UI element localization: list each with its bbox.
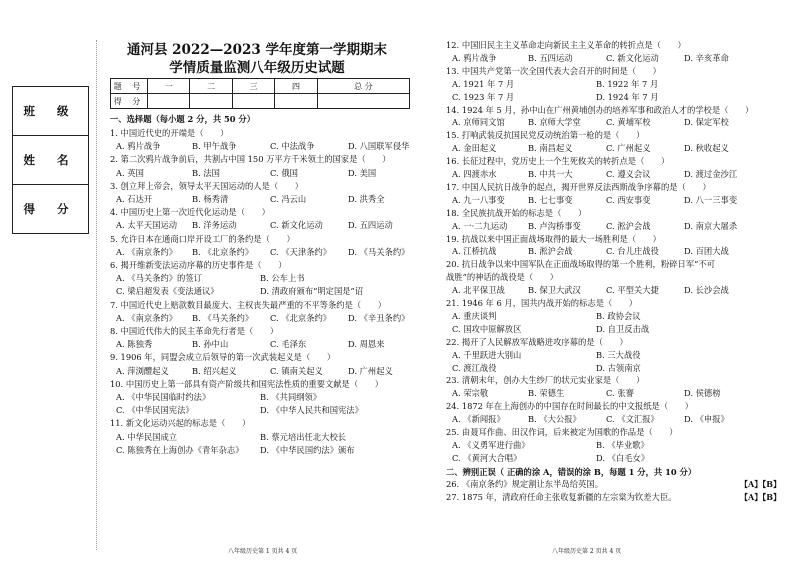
right-option-1-2[interactable]: C. 1923 年 7 月 (452, 91, 515, 102)
right-option-8-2[interactable]: C. 平型关大捷 (606, 285, 659, 296)
right-option-12-2[interactable]: C. 《文汇报》 (606, 414, 659, 425)
right-option-7-3[interactable]: D. 百团大战 (684, 246, 729, 257)
right-option-3-1[interactable]: B. 南昌起义 (528, 143, 573, 154)
footer-page-2: 八年级历史第 2 页共 4 页 (552, 548, 622, 555)
right-option-5-3[interactable]: D. 八一三事变 (684, 194, 738, 205)
left-question-0: 1. 中国近代史的开端是（ ） (110, 128, 229, 138)
left-option-7-1[interactable]: B. 孙中山 (192, 339, 229, 350)
left-option-9-1[interactable]: B. 《共同纲领》 (260, 392, 322, 402)
left-option-8-1[interactable]: B. 绍兴起义 (192, 365, 237, 376)
left-option-8-0[interactable]: A. 萍浏醴起义 (116, 365, 169, 376)
left-option-5-0[interactable]: A. 《马关条约》的签订 (116, 273, 202, 284)
right-question-4: 16. 长征过程中，党历史上一个生死攸关的转折点是（ ） (446, 156, 670, 167)
left-option-4-1[interactable]: B. 《北京条约》 (192, 246, 254, 257)
left-question-7: 8. 中国近代伟大的民主革命先行者是（ ） (110, 326, 279, 336)
right-option-0-0[interactable]: A. 鸦片战争 (452, 52, 497, 63)
score-table (110, 78, 410, 109)
left-option-5-2[interactable]: C. 梁启超发表《变法通议》 (116, 286, 219, 297)
right-option-10-3[interactable]: D. 古领南京 (596, 362, 641, 373)
right-option-10-2[interactable]: C. 渡江战役 (452, 362, 497, 373)
left-option-7-2[interactable]: C. 毛泽东 (270, 339, 307, 350)
left-option-6-2[interactable]: C. 《北京条约》 (270, 312, 332, 323)
right-option-13-0[interactable]: A. 《义勇军进行曲》 (452, 439, 530, 450)
right-option-13-1[interactable]: B. 《毕业歌》 (596, 439, 649, 450)
right-option-6-2[interactable]: C. 淞沪会战 (606, 220, 651, 231)
left-option-8-3[interactable]: D. 广州起义 (348, 365, 393, 376)
left-option-10-0[interactable]: A. 中华民国成立 (116, 431, 178, 442)
right-option-10-0[interactable]: A. 千里跃进大别山 (452, 349, 522, 360)
left-question-4: 5. 允许日本在通商口岸开设工厂的条约是（ ） (110, 233, 295, 244)
right-option-11-1[interactable]: B. 荣德生 (528, 388, 565, 399)
left-option-9-2[interactable]: C. 《中华民国宪法》 (116, 405, 194, 416)
left-option-3-1[interactable]: B. 洋务运动 (192, 220, 237, 231)
left-option-9-3[interactable]: D. 《中华人民共和国宪法》 (260, 405, 363, 416)
left-option-5-3[interactable]: D. 清政府颁布“明定国是”诏 (260, 286, 364, 297)
section-2-heading: 二、辨别正误（ 正确的涂 A，错误的涂 B，每题 1 分，共 10 分） (446, 466, 697, 477)
right-option-2-3[interactable]: D. 保定军校 (684, 117, 729, 128)
right-option-11-0[interactable]: A. 荣宗敬 (452, 388, 489, 399)
right-option-6-0[interactable]: A. 一·二九运动 (452, 220, 508, 231)
footer-page-1: 八年级历史第 1 页共 4 页 (228, 548, 298, 555)
right-question-8: 20. 抗日战争以来中国军队在正面战场取得的第一个胜利，粉碎日军“不可 (446, 259, 715, 270)
name-field[interactable]: 姓 名 (13, 136, 88, 185)
right-option-0-1[interactable]: B. 五四运动 (528, 52, 573, 63)
right-question-11: 23. 清朝末年，创办大生纱厂的状元实业家是（ ） (446, 375, 645, 386)
right-option-4-3[interactable]: D. 渡过金沙江 (684, 169, 738, 179)
right-option-0-2[interactable]: C. 新文化运动 (606, 52, 659, 63)
left-option-10-1[interactable]: B. 蔡元培出任北大校长 (260, 431, 347, 442)
left-option-6-3[interactable]: D. 《辛丑条约》 (348, 312, 410, 323)
right-option-5-0[interactable]: A. 九一八事变 (452, 194, 505, 205)
right-option-9-0[interactable]: A. 重庆谈判 (452, 310, 497, 321)
right-question-6: 18. 全民族抗战开始的标志是（ ） (446, 207, 587, 218)
left-question-1: 2. 第二次鸦片战争前后，共割占中国 150 万平方千米领土的国家是（ ） (110, 154, 391, 165)
left-option-1-1[interactable]: B. 法国 (192, 167, 220, 178)
right-option-4-0[interactable]: A. 四渡赤水 (452, 169, 497, 179)
left-option-6-0[interactable]: A. 《南京条约》 (116, 312, 178, 323)
right-option-7-1[interactable]: B. 淞沪会战 (528, 246, 573, 257)
right-question-1: 13. 中国共产党第一次全国代表大会召开的时间是（ ） (446, 65, 661, 76)
left-option-7-0[interactable]: A. 陈独秀 (116, 339, 153, 350)
right-option-7-2[interactable]: C. 台儿庄战役 (606, 246, 659, 257)
right-option-9-1[interactable]: B. 政协会议 (596, 310, 641, 321)
right-option-1-0[interactable]: A. 1921 年 7 月 (452, 78, 515, 89)
left-option-8-2[interactable]: C. 镇南关起义 (270, 365, 323, 376)
right-option-2-2[interactable]: C. 黄埔军校 (606, 117, 651, 128)
right-option-13-3[interactable]: D. 《白毛女》 (596, 452, 650, 463)
left-option-2-2[interactable]: C. 冯云山 (270, 194, 307, 204)
right-question-0: 12. 中国旧民主主义革命走向新民主主义革命的转折点是（ ） (446, 40, 686, 50)
right-option-4-1[interactable]: B. 中共一大 (528, 169, 573, 179)
right-option-12-0[interactable]: A. 《新闻报》 (452, 414, 505, 425)
right-option-6-1[interactable]: B. 卢沟桥事变 (528, 220, 581, 231)
left-option-3-3[interactable]: D. 五四运动 (348, 220, 393, 231)
right-option-8-3[interactable]: D. 长沙会战 (684, 285, 729, 296)
right-option-1-3[interactable]: D. 1924 年 7 月 (596, 91, 659, 102)
right-option-3-3[interactable]: D. 秋收起义 (684, 143, 729, 154)
left-option-0-0[interactable]: A. 鸦片战争 (116, 141, 161, 152)
right-option-3-2[interactable]: C. 广州起义 (606, 143, 651, 154)
class-field[interactable]: 班 级 (13, 87, 88, 136)
right-question-2: 14. 1924 年 5 月，孙中山在广州黄埔创办的培养军事和政治人才的学校是（ ） (446, 104, 754, 115)
right-option-10-1[interactable]: B. 三大战役 (596, 349, 641, 360)
right-question-8-cont: 战胜”的神话的战役是（ ） (446, 272, 559, 283)
left-option-6-1[interactable]: B. 《马关条约》 (192, 312, 254, 323)
left-option-4-0[interactable]: A. 《南京条约》 (116, 246, 178, 257)
right-option-2-1[interactable]: B. 京师大学堂 (528, 117, 581, 128)
student-info-box (12, 86, 89, 234)
score-table-score-row: 得 分 (111, 94, 410, 109)
right-question-7: 19. 抗战以来中国正面战场取得的最大一场胜利是（ ） (446, 233, 661, 244)
right-option-11-3[interactable]: D. 侯德榜 (684, 388, 721, 399)
right-option-8-0[interactable]: A. 北平保卫战 (452, 285, 505, 296)
left-option-2-0[interactable]: A. 石达开 (116, 194, 153, 204)
left-option-2-3[interactable]: D. 洪秀全 (348, 194, 385, 204)
left-question-9: 10. 中国历史上第一部具有资产阶级共和国宪法性质的重要文献是（ ） (110, 378, 384, 389)
left-option-3-2[interactable]: C. 新文化运动 (270, 220, 323, 231)
left-option-0-1[interactable]: B. 甲午战争 (192, 141, 237, 152)
left-option-10-3[interactable]: D. 《中华民国约法》颁布 (260, 444, 355, 455)
right-option-7-0[interactable]: A. 江桥抗战 (452, 246, 497, 257)
right-option-12-3[interactable]: D. 《申报》 (684, 414, 729, 425)
right-option-0-3[interactable]: D. 辛亥革命 (684, 52, 729, 63)
right-option-5-2[interactable]: C. 西安事变 (606, 194, 651, 205)
score-table-header-row: 题 号 一 二 三 四 总 分 (111, 79, 410, 94)
left-question-2: 3. 创立拜上帝会，领导太平天国运动的人是（ ） (110, 180, 304, 191)
left-option-0-3[interactable]: D. 八国联军侵华 (348, 141, 410, 152)
tf-answer-0[interactable]: 【A】【B】 (740, 478, 781, 489)
exam-title-line1: 通河县 2022—2023 学年度第一学期期末 (126, 42, 388, 58)
right-option-12-1[interactable]: B. 《大公报》 (528, 414, 581, 425)
exam-title-line2: 学情质量监测八年级历史试题 (169, 60, 345, 76)
tf-question-0: 26. 《南京条约》规定割让东半岛给英国。 (446, 478, 603, 489)
left-option-1-0[interactable]: A. 英国 (116, 167, 144, 178)
right-question-5: 17. 中国人民抗日战争的起点，揭开世界反法西斯战争序幕的是（ ） (446, 181, 711, 192)
right-question-13: 25. 由聂耳作曲、田汉作词，后来被定为国歌的作品是（ ） (446, 427, 678, 437)
left-option-1-2[interactable]: C. 俄国 (270, 167, 298, 178)
left-question-10: 11. 新文化运动兴起的标志是（ ） (110, 418, 251, 429)
left-option-2-1[interactable]: B. 杨秀清 (192, 194, 229, 204)
left-option-1-3[interactable]: D. 美国 (348, 167, 377, 178)
left-option-7-3[interactable]: D. 周恩来 (348, 339, 385, 350)
right-question-3: 15. 打响武装反抗国民党反动统治第一枪的是（ ） (446, 130, 645, 141)
left-question-6: 7. 中国近代史上赔款数目最庞大、主权丧失最严重的不平等条约是（ ） (110, 299, 387, 310)
left-question-5: 6. 揭开维新变法运动序幕的历史事件是（ ） (110, 260, 287, 270)
right-option-11-2[interactable]: C. 张謇 (606, 388, 634, 399)
right-option-8-1[interactable]: B. 保卫大武汉 (528, 285, 581, 296)
tf-question-1: 27. 1875 年，清政府任命主张收复新疆的左宗棠为钦差大臣。 (446, 491, 677, 502)
left-question-3: 4. 中国历史上第一次近代化运动是（ ） (110, 207, 270, 218)
left-question-8: 9. 1906 年，同盟会成立后领导的第一次武装起义是（ ） (110, 352, 336, 363)
left-option-0-2[interactable]: C. 中法战争 (270, 141, 315, 152)
score-field[interactable]: 得 分 (23, 202, 78, 216)
left-option-9-0[interactable]: A. 《中华民国临时约法》 (116, 392, 211, 402)
right-option-1-1[interactable]: B. 1922 年 7 月 (596, 78, 659, 89)
right-question-9: 21. 1946 年 6 月，国共内战开始的标志是（ ） (446, 298, 638, 308)
right-option-9-3[interactable]: D. 自卫反击战 (596, 323, 650, 334)
left-option-4-3[interactable]: D. 《马关条约》 (348, 246, 410, 257)
right-question-10: 22. 揭开了人民解放军战略进攻序幕的是（ ） (446, 336, 628, 347)
right-question-12: 24. 1872 年在上海创办的中国存在时间最长的中文报纸是（ ） (446, 401, 694, 412)
fold-line (96, 40, 97, 550)
right-option-13-2[interactable]: C. 《黄河大合唱》 (452, 452, 522, 463)
tf-answer-1[interactable]: 【A】【B】 (740, 491, 781, 502)
right-option-5-1[interactable]: B. 七七事变 (528, 194, 573, 205)
right-option-3-0[interactable]: A. 金田起义 (452, 143, 497, 154)
left-option-4-2[interactable]: C. 《天津条约》 (270, 246, 332, 257)
right-option-6-3[interactable]: D. 南京大屠杀 (684, 220, 738, 231)
right-option-9-2[interactable]: C. 国攻中原解放区 (452, 323, 522, 334)
right-option-4-2[interactable]: C. 遵义会议 (606, 169, 651, 179)
left-option-5-1[interactable]: B. 公车上书 (260, 273, 305, 284)
left-option-10-2[interactable]: C. 陈独秀在上海创办《青年杂志》 (116, 444, 244, 455)
left-option-3-0[interactable]: A. 太平天国运动 (116, 220, 178, 231)
right-option-2-0[interactable]: A. 京师同文馆 (452, 117, 505, 128)
section-1-heading: 一、选择题（每小题 2 分，共 50 分） (110, 114, 256, 124)
